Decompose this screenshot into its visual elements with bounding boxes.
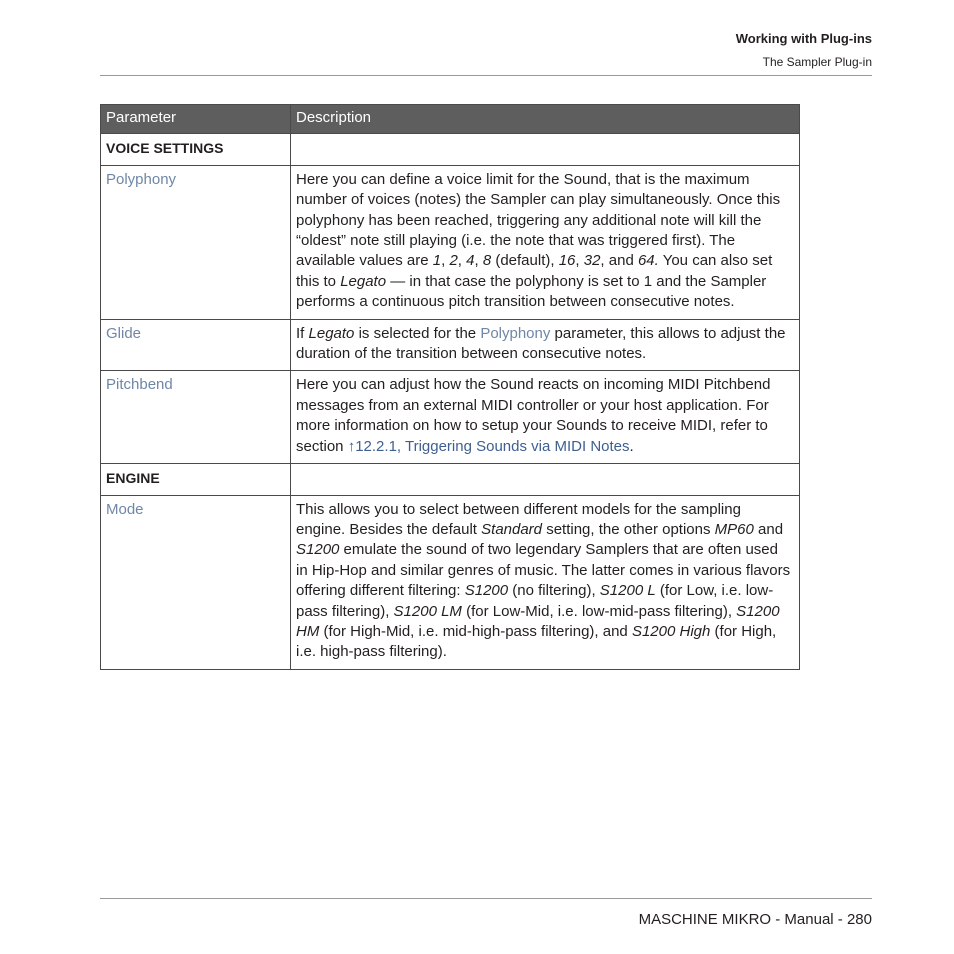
parameter-table: [100, 104, 800, 670]
section-label-voice-settings: VOICE SETTINGS: [101, 134, 291, 165]
param-name-pitchbend: Pitchbend: [101, 371, 291, 464]
section-title: The Sampler Plug-in: [762, 55, 872, 69]
footer-divider: [100, 898, 872, 899]
table-row-mode: [101, 495, 800, 669]
column-header-parameter: Parameter: [101, 105, 291, 134]
param-name-mode: Mode: [101, 495, 291, 669]
page-footer: MASCHINE MIKRO - Manual - 280: [638, 911, 872, 928]
section-link-triggering-sounds[interactable]: ↑12.2.1, Triggering Sounds via MIDI Notes: [347, 437, 630, 455]
polyphony-reference: Polyphony: [480, 324, 551, 342]
table-row-glide: [101, 319, 800, 371]
column-header-description: Description: [291, 105, 800, 134]
param-description-pitchbend: Here you can adjust how the Sound reacts on incoming MIDI Pitchbend messages from an external MIDI controller or your host application. For more information on how to setup your Sounds to receive MIDI, refer to section ↑12.2.1, Triggering Sounds via MIDI Notes.: [291, 371, 800, 464]
table-header-row: [101, 105, 800, 134]
empty-cell: [291, 134, 800, 165]
param-description-polyphony: Here you can define a voice limit for the Sound, that is the maximum number of voices (notes) the Sampler can play simultaneously. Once this polyphony has been reached, triggering any additional note will kill the “oldest” note still playing (i.e. the note that was triggered first). The available values are 1, 2, 4, 8 (default), 16, 32, and 64. You can also set this to Legato — in that case the polyphony is set to 1 and the Sampler performs a continuous pitch transition between consecutive notes.: [291, 165, 800, 319]
chapter-title: Working with Plug-ins: [735, 31, 872, 46]
empty-cell: [291, 464, 800, 495]
param-name-glide: Glide: [101, 319, 291, 371]
table-row-pitchbend: [101, 371, 800, 464]
section-label-engine: ENGINE: [101, 464, 291, 495]
param-description-glide: If Legato is selected for the Polyphony parameter, this allows to adjust the duration of the transition between consecutive notes.: [291, 319, 800, 371]
header-divider: [100, 75, 872, 76]
section-row-voice-settings: [101, 134, 800, 165]
section-row-engine: [101, 464, 800, 495]
table-row-polyphony: [101, 165, 800, 319]
param-name-polyphony: Polyphony: [101, 165, 291, 319]
param-description-mode: This allows you to select between different models for the sampling engine. Besides the default Standard setting, the other options MP60 and S1200 emulate the sound of two legendary Samplers that are often used in Hip-Hop and similar genres of music. The latter comes in various flavors offering different filtering: S1200 (no filtering), S1200 L (for Low, i.e. low-pass filtering), S1200 LM (for Low-Mid, i.e. low-mid-pass filtering), S1200 HM (for High-Mid, i.e. mid-high-pass filtering), and S1200 High (for High, i.e. high-pass filtering).: [291, 495, 800, 669]
